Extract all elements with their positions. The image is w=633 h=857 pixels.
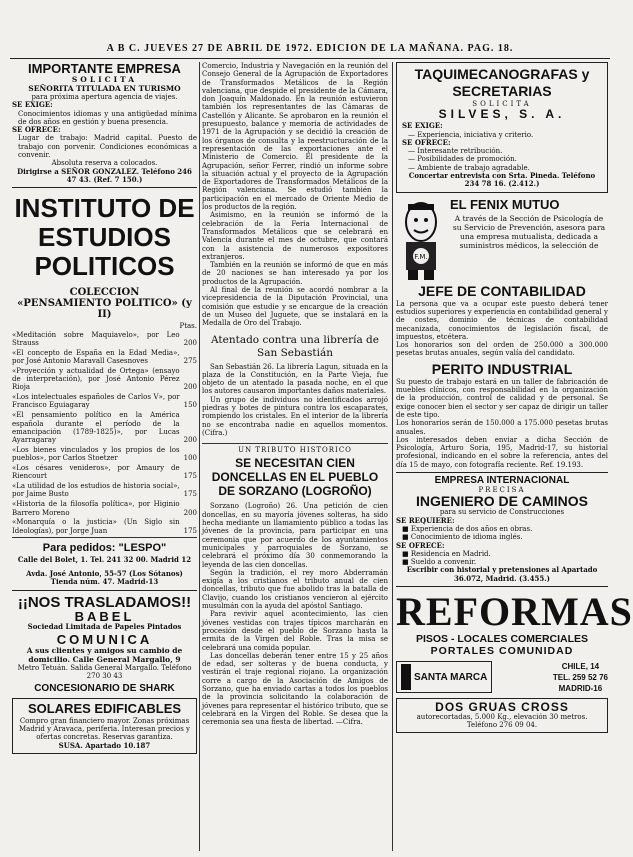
firm-offer: ■ Residencia en Madrid. (402, 549, 491, 558)
column-center (202, 62, 388, 851)
ad-ingeniero (396, 476, 608, 583)
firm-req-label: SE REQUIERE: (396, 515, 455, 525)
ad-babel (12, 595, 197, 694)
job-salary: Los honorarios serán de 150.000 a 175.000 pesetas brutas anuales. (396, 419, 608, 436)
book-title: «El concepto de España en la Edad Media», por José Antonio Maravall Casesnoves (12, 348, 180, 365)
book-title: «El pensamiento político en la América española durante el período de la emancipación (1789-1825)», por Lucas Ayarragaray (12, 411, 180, 445)
book-price: 200 (183, 338, 197, 347)
ad-req-text: Conocimientos idiomas y una antigüedad mínima de dos años en gestión y buena presencia. (18, 109, 197, 126)
job-salary: Los honorarios son del orden de 250.000 a 300.000 pesetas brutas anuales, según valía del candidato. (396, 341, 608, 358)
institute-title: INSTITUTO DE ESTUDIOS POLITICOS (14, 193, 195, 282)
collection-label: COLECCION (69, 287, 140, 299)
headline-doncellas: SE NECESITAN CIEN DONCELLAS EN EL PUEBLO DE SORZANO (LOGROÑO) (211, 456, 379, 499)
announce-label: COMUNICA (56, 632, 153, 648)
column-left (12, 62, 197, 851)
company-name: BABEL (74, 608, 135, 624)
announce-metro: Metro Tetuán. Salida General Margallo. Teléfono 270 30 43 (17, 664, 192, 681)
article-paragraph: Asimismo, en la reunión se informó de la celebración de la Feria Internacional de Transformados Metálicos que se celebrará en Valencia durante el mes de octubre, que contará con la asistencia de numerosos expositores extranjeros. (202, 211, 388, 261)
brand-name: SANTA MARCA (414, 671, 488, 683)
firm-req: ■ Experiencia de dos años en obras. (402, 524, 533, 533)
ad-offer-label: SE OFRECE: (12, 125, 61, 135)
mascot-badge-text: F.M. (414, 252, 428, 261)
orders-title: Para pedidos: "LESPO" (42, 541, 167, 554)
firm-offer-label: SE OFRECE: (396, 540, 445, 550)
book-item (12, 518, 197, 535)
book-item (12, 349, 197, 366)
column-divider (392, 62, 393, 851)
ad-silves (396, 62, 608, 193)
ad-req-label: SE EXIGE: (12, 100, 53, 110)
book-price: 150 (183, 401, 197, 410)
book-price: 200 (183, 436, 197, 445)
firm-dept: para su servicio de Construcciones (439, 508, 565, 517)
article-paragraph: Al final de la reunión se acordó nombrar a la vicepresidencia de la Diputación Provincial, una comisión que estudie y se encargue de la creación de un Museo del Juguete, que se instalará en la Medalla de Oro del Trabajo. (202, 286, 388, 328)
ad-desc: para próxima apertura agencia de viajes. (31, 93, 178, 101)
collection-name: «PENSAMIENTO POLITICO» (y II) (17, 298, 192, 321)
ad-fenix (396, 198, 608, 469)
fenix-text: A través de la Sección de Psicología de su Servicio de Prevención, asesora para una empresa mutualista, dedicada a suministros médicos, la selección de (452, 213, 606, 250)
fenix-title: EL FENIX MUTUO (450, 196, 560, 212)
orders-address-2: Avda. José Antonio, 55-57 (Los Sótanos) Tienda núm. 47. Madrid-13 (26, 569, 183, 587)
reformas-phone: TEL. 259 52 76 (552, 672, 608, 682)
article-paragraph: También en la reunión se informó de que en más de 20 naciones se han interesado ya por los productos de la Agrupación. (202, 261, 388, 286)
ad-offer-text: Lugar de trabajo: Madrid capital. Puesto de trabajo con porvenir. Condiciones económicas a convenir. (18, 134, 197, 160)
job-title-contabilidad: JEFE DE CONTABILIDAD (418, 282, 586, 299)
book-price: 200 (183, 383, 197, 392)
book-price: 175 (183, 472, 197, 481)
reformas-address: CHILE, 14 (561, 661, 600, 671)
typist-company: SILVES, S. A. (438, 107, 566, 122)
book-price: 175 (183, 526, 197, 535)
firm-offer: ■ Sueldo a convenir. (402, 558, 477, 567)
book-title: «Proyección y actualidad de Ortega» (ensayo de interpretación), por José Antonio Pérez Rioja (12, 366, 180, 392)
ad-reformas (396, 588, 633, 694)
firm-sub: PRECISA (478, 486, 526, 495)
land-ref: SUSA. Apartado 10.187 (58, 740, 151, 750)
mascot-icon (396, 198, 446, 282)
brand-logo (396, 661, 492, 693)
article-paragraph: San Sebastián 26. La librería Lagun, situada en la plaza de la Constitución, en la Parte Vieja, fue objeto de un atentado la pasada noche, en el que los autores causaron importantes daños materiales. (202, 362, 388, 396)
firm-contact: Escribir con historial y pretensiones al Apartado 36.072, Madrid. (3.455.) (406, 565, 598, 583)
book-item (12, 411, 197, 444)
shark-dealer: CONCESIONARIO DE SHARK (34, 682, 175, 694)
article-paragraph: Según la tradición, el rey moro Abderramán exigía a los cristianos el tributo anual de cien doncellas, tributo que fue abolido tras la batalla de Clavijo, cuando los cristianos vencieron al ejército musulmán con la ayuda del apóstol Santiago. (202, 568, 388, 611)
announce-text: A sus clientes y amigos su cambio de domicilio. Calle General Margallo, 9 (26, 646, 183, 665)
moving-title: ¡¡NOS TRASLADAMOS!! (17, 593, 192, 611)
land-text: Compro gran financiero mayor. Zonas próximas Madrid y Aravaca, periferia. Interesan precios y ofertas concretas. Reservas garantiza. (18, 716, 191, 742)
book-item (12, 393, 197, 410)
article-paragraph: Sorzano (Logroño) 26. Una petición de cien doncellas, en su mayoría jóvenes solteras, ha sido hecha mediante un llamamiento público a todas las jóvenes de la provincia, para participar en una ceremonia que por acuerdo de los ayuntamientos municipales y parroquiales de Sorzano, se celebrará el próximo día 30 conmemorando la leyenda de las cien doncellas. (202, 502, 388, 569)
book-price: 200 (183, 508, 197, 517)
book-title: «Los césares venideros», por Amaury de Riencourt (12, 464, 180, 481)
cranes-text: autorecortadas, 5.000 Kg., elevación 30 metros. Teléfono 276 09 04. (416, 712, 588, 730)
typist-offer: — Interesante retribución. (408, 147, 503, 156)
typist-title: TAQUIMECANOGRAFAS y SECRETARIAS (414, 66, 590, 99)
typist-req: — Experiencia, iniciativa y criterio. (408, 130, 534, 139)
job-text: Su puesto de trabajo estará en un taller de fabricación de muebles clínicos, con responsabilidad en la organización de la producción, control de calidad y de personal. Se exige conocer bien el sector y ser capaz de dirigir un taller de este tipo. (396, 377, 608, 419)
ad-turismo (12, 62, 197, 184)
book-title: «Historia de la filosofía política», por Higinio Barrero Moreno (12, 500, 180, 517)
book-title: «Meditación sobre Maquiavelo», por Leo Strauss (12, 330, 180, 347)
price-currency: Ptas. (179, 322, 197, 331)
reformas-city: MADRID-16 (558, 683, 603, 693)
column-divider (199, 62, 200, 851)
job-title-perito: PERITO INDUSTRIAL (431, 360, 573, 377)
book-price: 275 (183, 356, 197, 365)
ad-title: IMPORTANTE EMPRESA (28, 61, 181, 76)
book-item (12, 446, 197, 463)
reformas-title: REFORMAS (396, 588, 633, 634)
book-title: «La utilidad de los estudios de historia social», por Jaime Busto (12, 482, 180, 499)
book-title: «Monarquía o la justicia» (Un Siglo sin Ideologías), por Jorge Juan (12, 518, 180, 535)
orders-address-1: Calle del Bolet, 1. Tel. 241 32 00. Madrid 12 (17, 554, 192, 564)
reformas-sub: PISOS - LOCALES COMERCIALES (415, 632, 589, 645)
book-title: «Los bienes vinculados y los propios de los pueblos», por Carlos Stoetzer (12, 445, 180, 463)
firm-role: INGENIERO DE CAMINOS (416, 493, 588, 510)
book-item (12, 500, 197, 517)
book-item (12, 367, 197, 392)
book-item (12, 331, 197, 348)
book-item (12, 482, 197, 499)
job-contact: Los interesados deben enviar a dicha Sección de Psicología, Arturo Soria, 195, Madrid-17, su historial profesional, indicando en el sobre la referencia, antes del día 15 de mayo, con fotografía reciente. Ref. 19.193. (396, 435, 608, 469)
book-price: 100 (183, 454, 197, 463)
ad-reserve: Absoluta reserva a colocados. (51, 159, 158, 168)
article-paragraph: Un grupo de individuos no identificados arrojó piedras y botes de pintura contra los escaparates, rompiendo los cristales. En el interior de la librería no se encontraba nadie en aquellos momentos. (Cifra.) (202, 395, 388, 437)
book-list (12, 331, 197, 535)
headline-bookstore: Atentado contra una librería de San Sebastián (211, 333, 379, 359)
typist-offer-label: SE OFRECE: (402, 137, 451, 147)
article-paragraph: Las doncellas deberán tener entre 15 y 25 años de edad, ser solteras y de buena conducta, y vestirán el traje regional riojano. La organización corre a cargo de la Asociación de Amigos de Sorzano, que ha enviado cartas a todos los pueblos de la provincia solicitando la colaboración de jóvenes para representar el histórico tributo, que se celebrará en la Virgen del Roble. Se desea que la ceremonia sea una fiesta de libertad. —Cifra. (202, 651, 388, 727)
ad-subtitle: SOLICITA (71, 75, 138, 84)
firm-title: EMPRESA INTERNACIONAL (434, 475, 570, 487)
typist-req-label: SE EXIGE: (402, 121, 443, 131)
book-title: «Los intelectuales españoles de Carlos V», por Francisco Eguiagaray (12, 393, 180, 410)
typist-offer: — Ambiente de trabajo agradable. (408, 163, 530, 172)
job-text: La persona que va a ocupar este puesto deberá tener estudios superiores y experiencia en contabilidad general y de costes, dominio de técnicas de contabilidad mecanizada, conocimientos de legislación fiscal, de impuestos, etcétera. (396, 299, 608, 341)
article-paragraph: Comercio, Industria y Navegación en la reunión del Consejo General de la Agrupación de Exportadores de Transformados Metálicos de la Región valenciana, que despide el presidente de la Cámara, don Joaquín Maldonado. En la reunión estuvieron también los representantes de las Cámaras de Castellón y Alicante. Se aprobaron en la reunión el presupuesto, balance y memoria de actividades de 1971 de la Agrupación y se decidió la creación de los órganos de consulta y la reestructuración de la representación de las exportaciones ante el Ministerio de Comercio. El presidente de la Agrupación, señor Ferrer, rindió un informe sobre la situación actual y el proyecto de la Agrupación de Exportadores de Transformados Metálicos de la Región valenciana. Se estudió también la participación en el mercado de Oriente Medio de los productos de la región. (202, 62, 388, 212)
page-header: A B C. JUEVES 27 DE ABRIL DE 1972. EDICION DE LA MAÑANA. PAG. 18. (10, 38, 610, 59)
ad-solares (12, 698, 197, 754)
company-desc: Sociedad Limitada de Papeles Pintados (27, 621, 182, 631)
ad-contact: Dirigirse a SEÑOR GONZALEZ. Teléfono 246 47 43. (Ref. 7 150.) (17, 166, 192, 184)
cranes-title: DOS GRUAS CROSS (435, 699, 569, 714)
firm-req: ■ Conocimiento de idioma inglés. (402, 533, 523, 542)
land-title: SOLARES EDIFICABLES (27, 700, 182, 716)
kicker: UN TRIBUTO HISTORICO (238, 446, 352, 455)
article-paragraph: Para revivir aquel acontecimiento, las cien jóvenes vestidas con trajes típicos marcharán en procesión desde el pueblo de Sorzano hasta la ermita de la Virgen del Roble. Tras la misa se celebrará una comida popular. (202, 610, 388, 652)
book-price: 175 (183, 490, 197, 499)
reformas-sub: PORTALES COMUNIDAD (430, 645, 574, 658)
column-right (396, 62, 633, 851)
ad-instituto (12, 194, 197, 587)
ad-gruas (396, 698, 608, 733)
typist-offer: — Posibilidades de promoción. (408, 155, 517, 164)
typist-sub: SOLICITA (472, 100, 532, 108)
typist-contact: Concertar entrevista con Srta. Pineda. Teléfono 234 78 16. (2.412.) (408, 171, 596, 189)
ad-role: SEÑORITA TITULADA EN TURISMO (28, 84, 181, 93)
book-item (12, 464, 197, 481)
